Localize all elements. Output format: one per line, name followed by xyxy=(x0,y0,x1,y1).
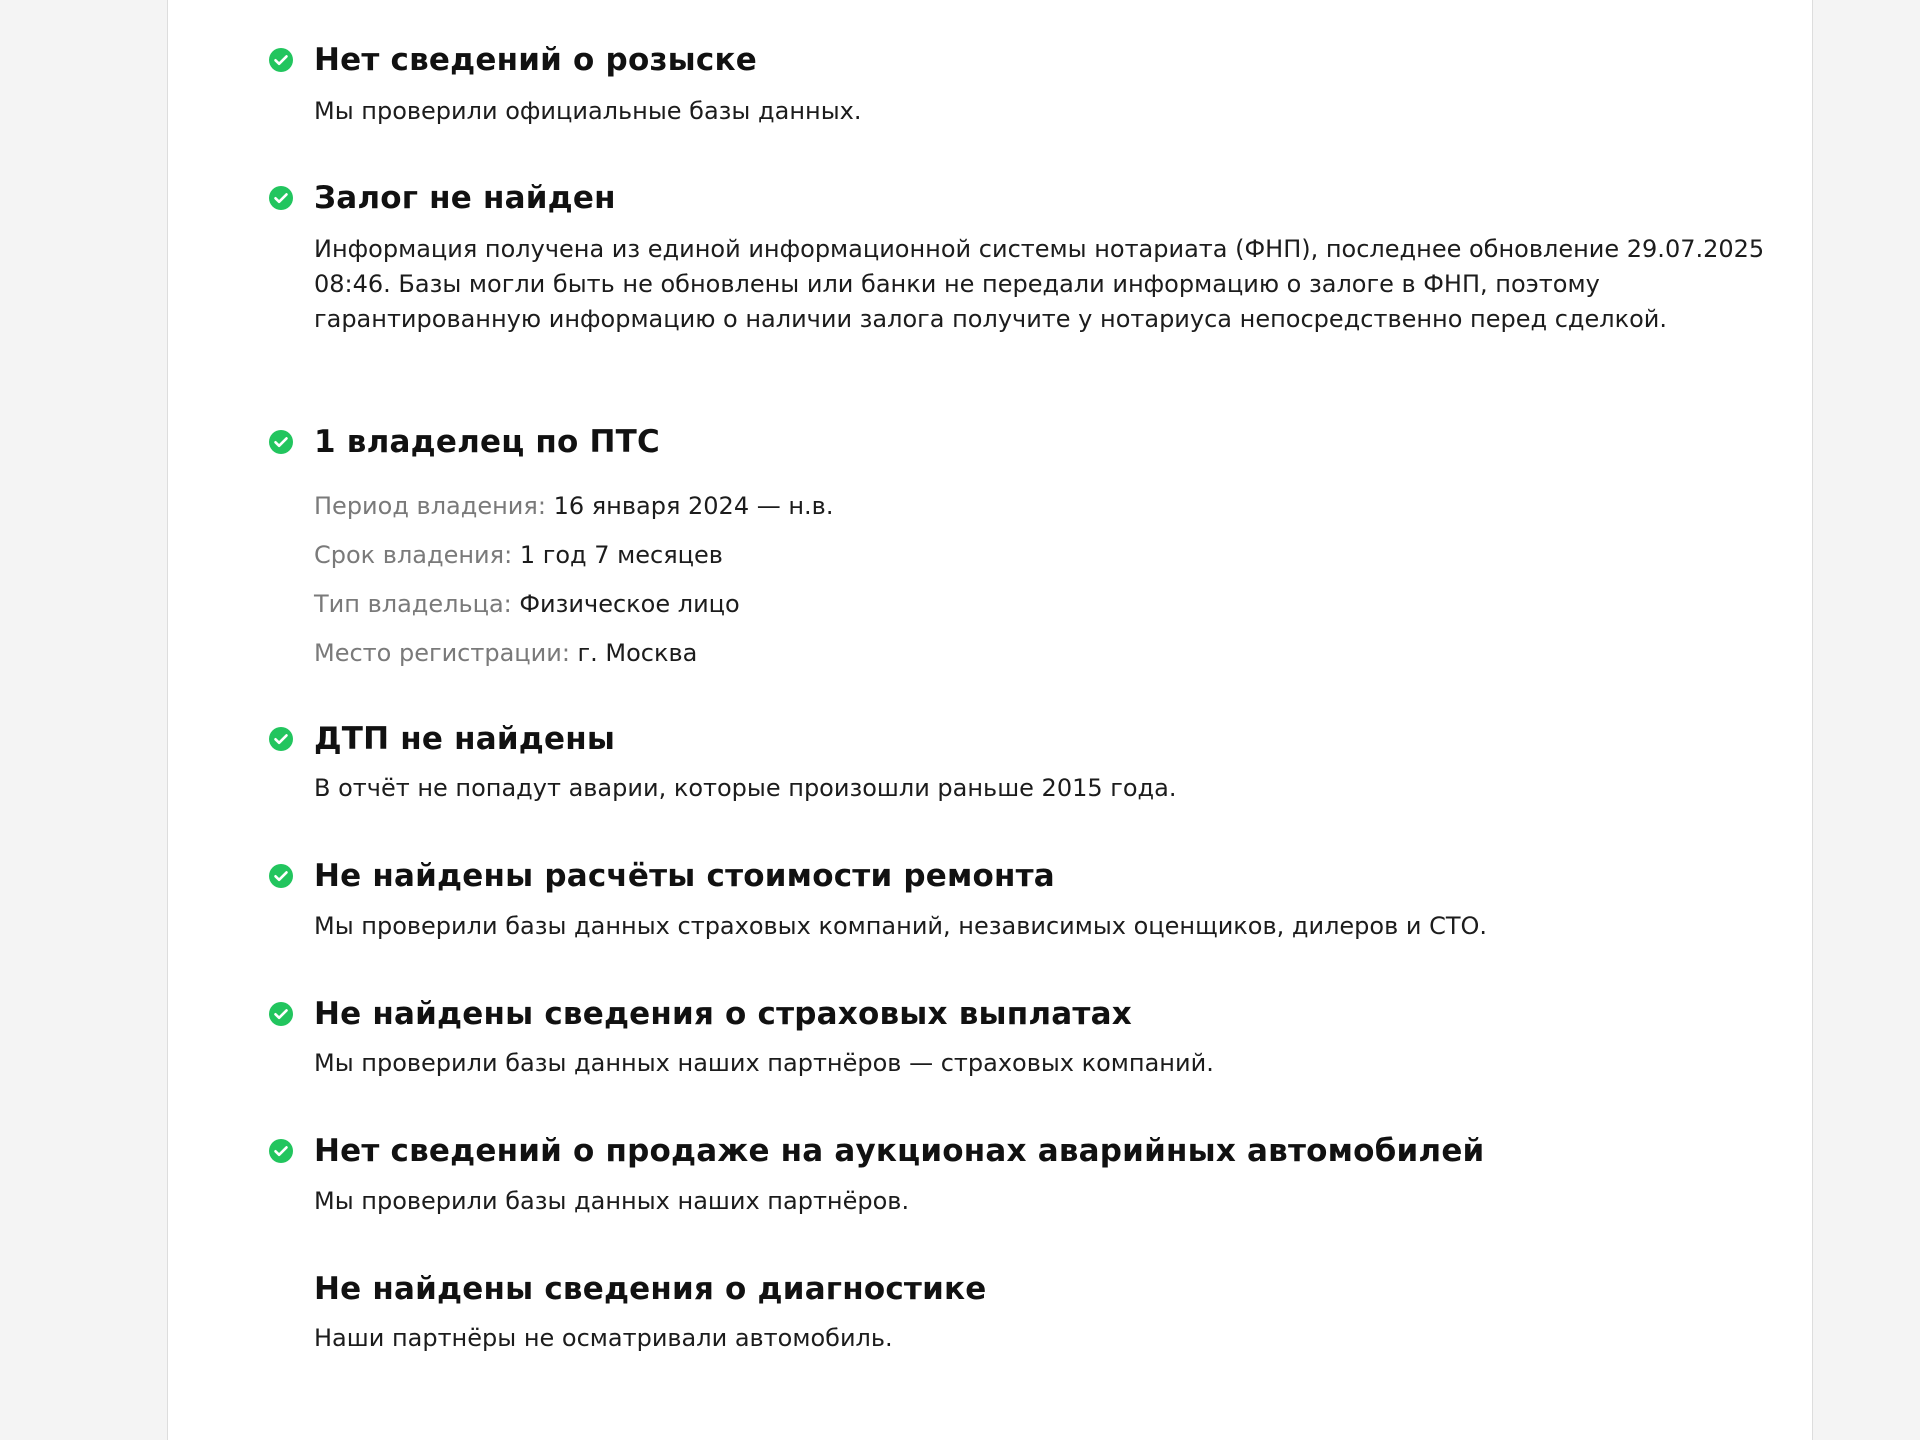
check-description: Мы проверили базы данных страховых компаний, независимых оценщиков, дилеров и СТО. xyxy=(314,912,1488,940)
check-description: Мы проверили базы данных наших партнёров. xyxy=(314,1187,910,1215)
check-title: Не найдены расчёты стоимости ремонта xyxy=(314,858,1055,894)
check-title: Нет сведений о розыске xyxy=(314,42,757,78)
ownership-duration-row xyxy=(314,538,723,572)
check-circle-icon xyxy=(269,48,293,72)
registration-place-row xyxy=(314,636,697,670)
detail-label: Период владения: xyxy=(314,492,546,520)
check-circle-icon xyxy=(269,1139,293,1163)
ownership-period-row xyxy=(314,489,833,523)
detail-label: Место регистрации: xyxy=(314,639,570,667)
detail-value: 16 января 2024 — н.в. xyxy=(553,492,834,520)
check-title: Не найдены сведения о диагностике xyxy=(314,1271,987,1307)
owner-type-row xyxy=(314,587,740,621)
check-description: Мы проверили базы данных наших партнёров — страховых компаний. xyxy=(314,1049,1214,1077)
check-title: ДТП не найдены xyxy=(314,721,616,757)
detail-value: Физическое лицо xyxy=(519,590,740,618)
check-title: Нет сведений о продаже на аукционах аварийных автомобилей xyxy=(314,1133,1485,1169)
check-circle-icon xyxy=(269,1002,293,1026)
check-title: Залог не найден xyxy=(314,180,616,216)
detail-value: 1 год 7 месяцев xyxy=(519,541,723,569)
check-circle-icon xyxy=(269,727,293,751)
check-circle-icon xyxy=(269,186,293,210)
check-circle-icon xyxy=(269,864,293,888)
check-title: 1 владелец по ПТС xyxy=(314,424,660,460)
detail-label: Срок владения: xyxy=(314,541,513,569)
check-description: Мы проверили официальные базы данных. xyxy=(314,97,862,125)
check-description: Информация получена из единой информационной системы нотариата (ФНП), последнее обновление 29.07.2025 08:46. Базы могли быть не обновлены или банки не передали информацию о залоге в ФНП, поэтому гарантированную информацию о наличии залога получите у нотариуса непосредственно перед сделкой. xyxy=(314,235,1765,333)
detail-value: г. Москва xyxy=(577,639,698,667)
check-description: В отчёт не попадут аварии, которые произошли раньше 2015 года. xyxy=(314,774,1177,802)
detail-label: Тип владельца: xyxy=(314,590,512,618)
check-title: Не найдены сведения о страховых выплатах xyxy=(314,996,1132,1032)
report-card xyxy=(167,0,1813,1440)
check-circle-icon xyxy=(269,430,293,454)
check-description: Наши партнёры не осматривали автомобиль. xyxy=(314,1324,893,1352)
